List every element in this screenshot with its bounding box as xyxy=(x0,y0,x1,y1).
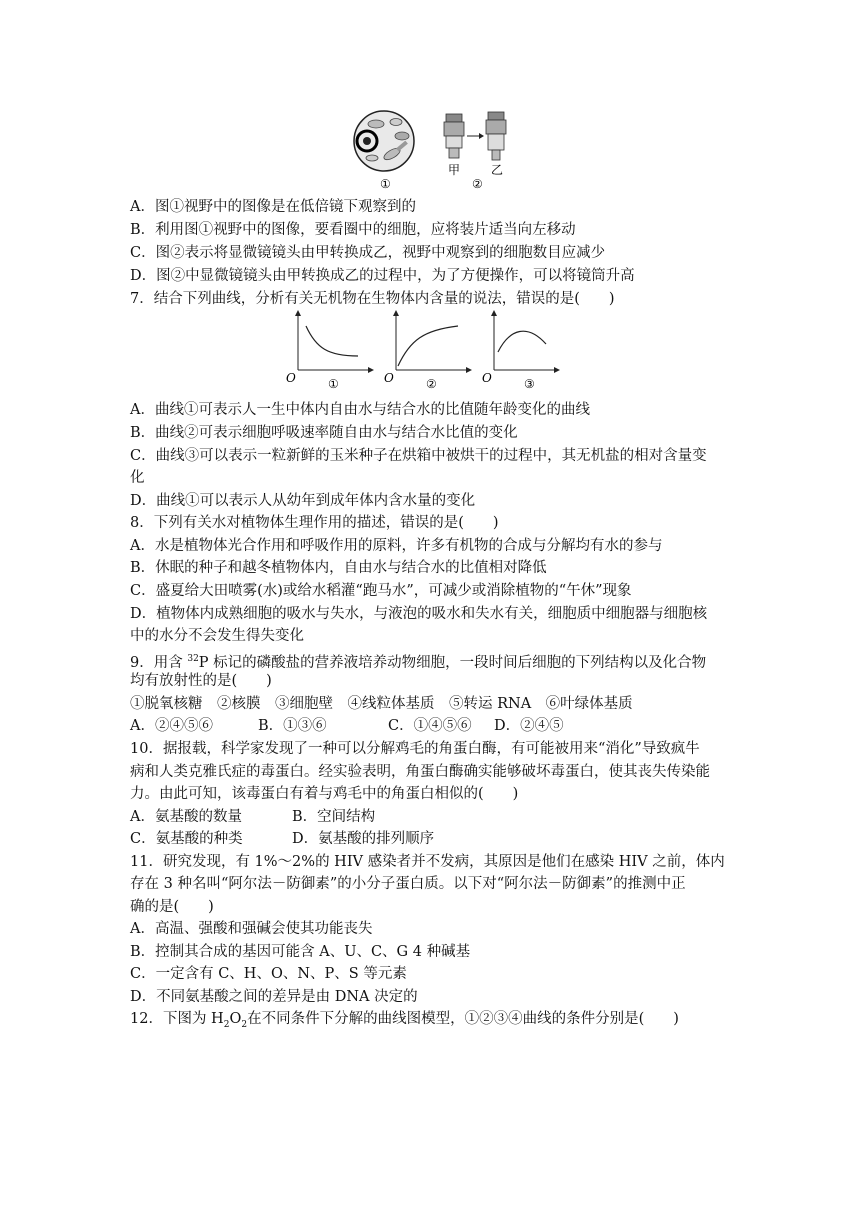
q10-options-row-1 xyxy=(130,806,375,828)
q7-option-c-cont: 化 xyxy=(130,470,145,486)
q10-option-a: A．氨基酸的数量 xyxy=(130,809,242,825)
q9-stem-b: P 标记的磷酸盐的营养液培养动物细胞，一段时间后细胞的下列结构以及化合物 xyxy=(198,654,707,671)
q7-option-c: C．曲线③可以表示一粒新鲜的玉米种子在烘箱中被烘干的过程中，其无机盐的相对含量变 xyxy=(130,448,707,464)
q9-stem-cont: 均有放射性的是( ) xyxy=(130,673,272,689)
lens-jia-label: 甲 xyxy=(448,163,461,177)
q9-option-a: A．②④⑤⑥ xyxy=(130,718,213,734)
curves-illustration xyxy=(284,310,564,390)
q10-option-c: C．氨基酸的种类 xyxy=(130,831,243,847)
origin-label-2: O xyxy=(384,371,394,385)
q8-option-d: D．植物体内成熟细胞的吸水与失水，与液泡的吸水和失水有关，细胞质中细胞器与细胞核 xyxy=(130,606,708,622)
q12-stem-b: O xyxy=(229,1011,242,1027)
curve-label-3: ③ xyxy=(524,377,535,390)
q8-option-c: C．盛夏给大田喷雾(水)或给水稻灌“跑马水”，可减少或消除植物的“午休”现象 xyxy=(130,583,632,599)
curve-label-2: ② xyxy=(426,377,437,390)
curves-figure xyxy=(284,310,564,390)
lens-yi-label: 乙 xyxy=(491,163,504,177)
lens-group-label: ② xyxy=(472,177,483,191)
q6-option-a: A．图①视野中的图像是在低倍镜下观察到的 xyxy=(130,199,416,215)
q8-option-b: B．休眠的种子和越冬植物体内，自由水与结合水的比值相对降低 xyxy=(130,560,547,576)
q11-stem-line-1: 11．研究发现，有 1%～2%的 HIV 感染者并不发病，其原因是他们在感染 HIV 之前，体内 xyxy=(130,854,725,870)
origin-label-3: O xyxy=(482,371,492,385)
field-of-view-icon xyxy=(354,111,414,171)
q7-option-b: B．曲线②可表示细胞呼吸速率随自由水与结合水比值的变化 xyxy=(130,425,518,441)
q12-subscript-1: 2 xyxy=(223,1019,230,1030)
q9-items: ①脱氧核糖 ②核膜 ③细胞壁 ④线粒体基质 ⑤转运 RNA ⑥叶绿体基质 xyxy=(130,696,633,712)
microscope-illustration xyxy=(352,108,522,194)
q10-stem-line-1: 10．据报载，科学家发现了一种可以分解鸡毛的角蛋白酶，有可能被用来“消化”导致疯牛 xyxy=(130,741,700,757)
q8-stem: 8．下列有关水对植物体生理作用的描述，错误的是( ) xyxy=(130,515,499,531)
q8-option-a: A．水是植物体光合作用和呼吸作用的原料，许多有机物的合成与分解均有水的参与 xyxy=(130,538,663,554)
arrow-right-icon xyxy=(479,133,484,139)
q9-stem-a: 9．用含 xyxy=(130,654,188,671)
q10-stem-line-2: 病和人类克雅氏症的毒蛋白。经实验表明，角蛋白酶确实能够破坏毒蛋白，使其丧失传染能 xyxy=(130,764,710,780)
lens-yi-icon xyxy=(486,112,506,160)
microscope-figure xyxy=(352,108,522,194)
q9-option-c: C．①④⑤⑥ xyxy=(388,718,472,734)
q11-option-d: D．不同氨基酸之间的差异是由 DNA 决定的 xyxy=(130,989,418,1005)
q9-option-b: B．①③⑥ xyxy=(258,718,327,734)
q11-option-b: B．控制其合成的基因可能含 A、U、C、G 4 种碱基 xyxy=(130,944,471,960)
q7-option-a: A．曲线①可表示人一生中体内自由水与结合水的比值随年龄变化的曲线 xyxy=(130,402,590,418)
q6-option-c: C．图②表示将显微镜镜头由甲转换成乙，视野中观察到的细胞数目应减少 xyxy=(130,245,606,261)
q12-stem-a: 12．下图为 H xyxy=(130,1011,224,1027)
q11-option-a: A．高温、强酸和强碱会使其功能丧失 xyxy=(130,921,373,937)
curve-3-graph xyxy=(482,310,560,390)
q6-option-d: D．图②中显微镜镜头由甲转换成乙的过程中，为了方便操作，可以将镜筒升高 xyxy=(130,268,635,284)
q12-stem-c: 在不同条件下分解的曲线图模型，①②③④曲线的条件分别是( ) xyxy=(247,1011,679,1027)
q7-option-d: D．曲线①可以表示人从幼年到成年体内含水量的变化 xyxy=(130,493,476,509)
q10-stem-line-3: 力。由此可知，该毒蛋白有着与鸡毛中的角蛋白相似的( ) xyxy=(130,786,519,802)
q10-option-b: B．空间结构 xyxy=(292,809,376,825)
q10-option-d: D．氨基酸的排列顺序 xyxy=(292,831,435,847)
q11-option-c: C．一定含有 C、H、O、N、P、S 等元素 xyxy=(130,966,407,982)
q11-stem-line-2: 存在 3 种名叫“阿尔法－防御素”的小分子蛋白质。以下对“阿尔法－防御素”的推测中正 xyxy=(130,876,686,892)
q7-stem: 7．结合下列曲线，分析有关无机物在生物体内含量的说法，错误的是( ) xyxy=(130,291,615,307)
q8-option-d-cont: 中的水分不会发生得失变化 xyxy=(130,628,304,644)
q9-options xyxy=(130,715,564,737)
q12-subscript-2: 2 xyxy=(241,1019,248,1030)
field-label: ① xyxy=(380,177,391,191)
q11-stem-line-3: 确的是( ) xyxy=(130,899,214,915)
q9-isotope-superscript: 32 xyxy=(187,654,199,664)
curve-1-graph xyxy=(286,310,374,390)
q6-option-b: B．利用图①视野中的图像，要看圈中的细胞，应将装片适当向左移动 xyxy=(130,222,576,238)
q9-option-d: D．②④⑤ xyxy=(494,718,564,734)
q10-options-row-2 xyxy=(130,828,434,850)
lens-jia-icon xyxy=(444,114,464,158)
q12-stem xyxy=(130,1008,679,1036)
curve-2-graph xyxy=(384,310,472,390)
curve-label-1: ① xyxy=(328,377,339,390)
origin-label-1: O xyxy=(286,371,296,385)
